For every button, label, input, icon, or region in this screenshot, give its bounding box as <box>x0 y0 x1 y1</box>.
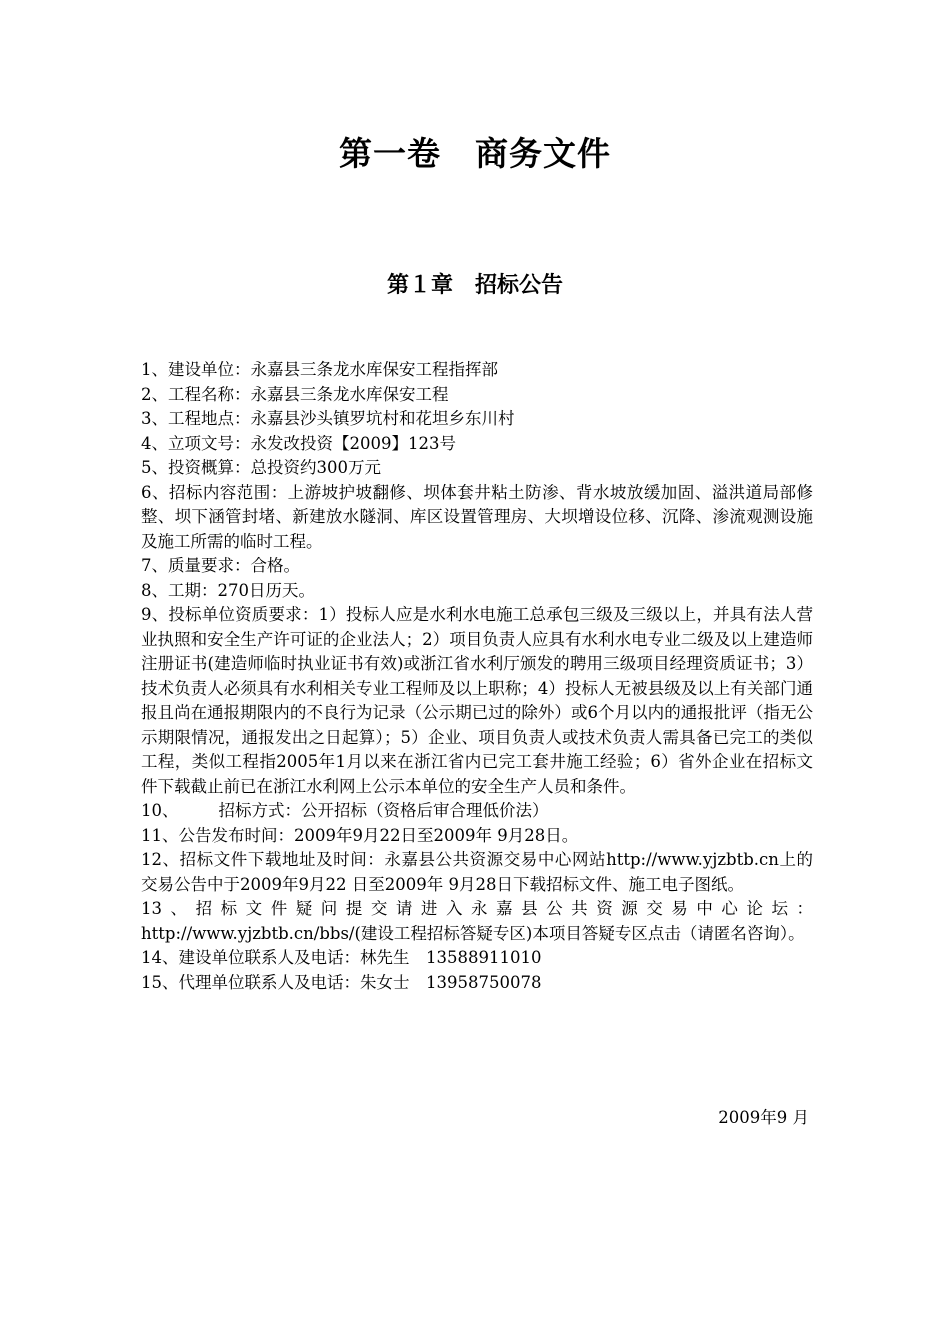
list-item-12: 12、招标文件下载地址及时间：永嘉县公共资源交易中心网站http://www.yjzbtb.cn上的交易公告中于2009年9月22 日至2009年 9月28日下载招标文件、施工电子图纸。 <box>141 850 813 894</box>
list-item-11: 11、公告发布时间：2009年9月22日至2009年 9月28日。 <box>141 825 579 845</box>
list-item-13: 13、招标文件疑问提交请进入永嘉县公共资源交易中心论坛：http://www.yjzbtb.cn/bbs/(建设工程招标答疑专区)本项目答疑专区点击（请匿名咨询）。 <box>141 899 813 943</box>
list-item-10 <box>141 799 813 824</box>
list-item-3: 3、工程地点：永嘉县沙头镇罗坑村和花坦乡东川村 <box>141 409 515 428</box>
list-item-7: 7、质量要求：合格。 <box>141 556 300 575</box>
list-item-14: 14、建设单位联系人及电话：林先生 13588911010 <box>141 948 542 967</box>
list-item-2: 2、工程名称：永嘉县三条龙水库保安工程 <box>141 384 449 404</box>
chapter-title: 第１章 招标公告 <box>386 273 563 298</box>
list-item-15: 15、代理单位联系人及电话：朱女士 13958750078 <box>141 972 542 992</box>
volume-title: 第一卷 商务文件 <box>339 134 611 173</box>
list-item-8: 8、工期：270日历天。 <box>141 580 315 600</box>
list-item-1: 1、建设单位：永嘉县三条龙水库保安工程指挥部 <box>141 360 498 379</box>
notice-list <box>141 358 813 995</box>
list-item-9: 9、投标单位资质要求：1）投标人应是水利水电施工总承包三级及三级以上，并具有法人营业执照和安全生产许可证的企业法人；2）项目负责人应具有水利水电专业二级及以上建造师注册证书(建造师临时执业证书有效)或浙江省水利厅颁发的聘用三级项目经理资质证书；3）技术负责人必须具有水利相关专业工程师及以上职称；4）投标人无被县级及以上有关部门通报且尚在通报期限内的不良行为记录（公示期已过的除外）或6个月以内的通报批评（指无公示期限情况，通报发出之日起算）；5）企业、项目负责人或技术负责人需具备已完工的类似工程，类似工程指2005年1月以来在浙江省内已完工套井施工经验；6）省外企业在招标文件下载截止前已在浙江水利网上公示本单位的安全生产人员和条件。 <box>141 605 813 796</box>
list-item-10-number: 10、 <box>141 801 179 820</box>
list-item-10-text: 招标方式：公开招标（资格后审合理低价法） <box>218 801 549 820</box>
list-item-5: 5、投资概算：总投资约300万元 <box>141 458 381 477</box>
list-item-6: 6、招标内容范围：上游坡护坡翻修、坝体套井粘土防渗、背水坡放缓加固、溢洪道局部修整、坝下涵管封堵、新建放水隧洞、库区设置管理房、大坝增设位移、沉降、渗流观测设施及施工所需的临时工程。 <box>141 482 813 551</box>
issue-date: 2009年9 月 <box>718 1108 809 1127</box>
list-item-4: 4、立项文号：永发改投资【2009】123号 <box>141 433 456 453</box>
